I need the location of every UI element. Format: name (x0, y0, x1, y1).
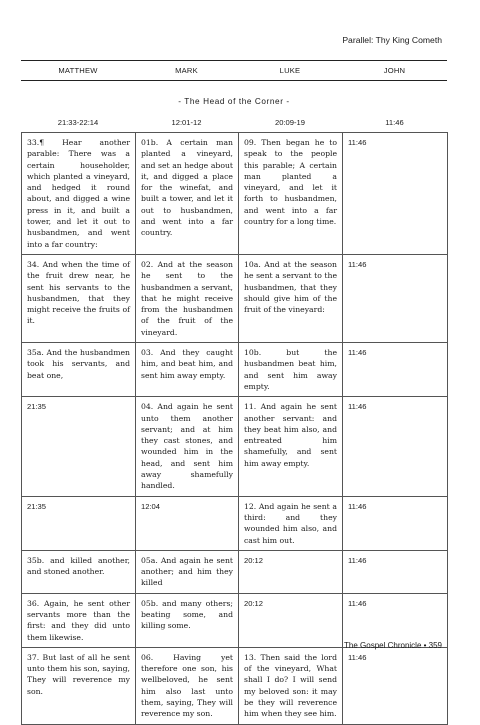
ref-mark: 12:01-12 (171, 118, 202, 127)
matthew-cell: 33.¶ Hear another parable: There was a certain householder, which planted a vineyard, and hedged it round about, and digged a wine press in it, and built a tower, and let it out to husbandmen, and went into a far country: (22, 133, 136, 255)
luke-cell: 20:12 (239, 593, 343, 647)
gospel-luke: LUKE (279, 66, 301, 75)
john-cell: 11:46 (343, 397, 448, 496)
table-row (22, 343, 448, 397)
parallel-title: Parallel: Thy King Cometh (342, 35, 442, 45)
luke-cell: 09. Then began he to speak to the people this parable; A certain man planted a vineyard, and let it forth to husbandmen, and went into a far country for a long time. (239, 133, 343, 255)
john-cell: 11:46 (343, 343, 448, 397)
table-row (22, 647, 448, 724)
matthew-cell: 35a. And the husbandmen took his servants, and beat one, (22, 343, 136, 397)
gospel-john: JOHN (383, 66, 406, 75)
luke-cell: 11. And again he sent another servant: and they beat him also, and entreated him shamefully, and sent him away empty. (239, 397, 343, 496)
matthew-cell: 34. And when the time of the fruit drew near, he sent his servants to the husbandmen, that they might receive the fruits of it. (22, 254, 136, 342)
gospel-header (21, 60, 447, 81)
luke-cell: 10b. but the husbandmen beat him, and sent him away empty. (239, 343, 343, 397)
mark-cell: 06. Having yet therefore one son, his wellbeloved, he sent him also last unto them, saying, They will reverence my son. (136, 647, 239, 724)
mark-cell: 12:04 (136, 496, 239, 550)
table-row (22, 397, 448, 496)
luke-cell: 12. And again he sent a third: and they wounded him also, and cast him out. (239, 496, 343, 550)
table-row (22, 133, 448, 255)
ref-john: 11:46 (385, 118, 404, 127)
section-title: - The Head of the Corner - (178, 97, 290, 106)
mark-cell: 05a. And again he sent another; and him they killed (136, 550, 239, 593)
table-row (22, 254, 448, 342)
john-cell: 11:46 (343, 647, 448, 724)
table-row (22, 593, 448, 647)
mark-cell: 03. And they caught him, and beat him, and sent him away empty. (136, 343, 239, 397)
table-row (22, 496, 448, 550)
ref-luke: 20:09-19 (275, 118, 305, 127)
table-row (22, 550, 448, 593)
gospel-matthew: MATTHEW (58, 66, 98, 75)
matthew-cell: 21:35 (22, 397, 136, 496)
john-cell: 11:46 (343, 496, 448, 550)
luke-cell: 10a. And at the season he sent a servant to the husbandmen, that they should give him of the fruit of the vineyard: (239, 254, 343, 342)
john-cell: 11:46 (343, 550, 448, 593)
mark-cell: 04. And again he sent unto them another servant; and at him they cast stones, and wounded him in the head, and sent him away shamefully handled. (136, 397, 239, 496)
ref-matthew: 21:33-22:14 (57, 118, 99, 127)
page-footer: The Gospel Chronicle • 359 (344, 641, 442, 650)
mark-cell: 01b. A certain man planted a vineyard, and set an hedge about it, and digged a place for the winefat, and built a tower, and let it out to husbandmen, and went into a far country. (136, 133, 239, 255)
john-cell: 11:46 (343, 593, 448, 647)
luke-cell: 20:12 (239, 550, 343, 593)
passage-table (21, 132, 448, 725)
mark-cell: 02. And at the season he sent to the husbandmen a servant, that he might receive from the husbandmen of the fruit of the vineyard. (136, 254, 239, 342)
mark-cell: 05b. and many others; beating some, and killing some. (136, 593, 239, 647)
matthew-cell: 35b. and killed another, and stoned another. (22, 550, 136, 593)
matthew-cell: 36. Again, he sent other servants more than the first: and they did unto them likewise. (22, 593, 136, 647)
gospel-mark: MARK (175, 66, 198, 75)
matthew-cell: 21:35 (22, 496, 136, 550)
reference-row (21, 118, 447, 127)
matthew-cell: 37. But last of all he sent unto them his son, saying, They will reverence my son. (22, 647, 136, 724)
luke-cell: 13. Then said the lord of the vineyard, What shall I do? I will send my beloved son: it may be they will reverence him when they see him. (239, 647, 343, 724)
john-cell: 11:46 (343, 254, 448, 342)
john-cell: 11:46 (343, 133, 448, 255)
